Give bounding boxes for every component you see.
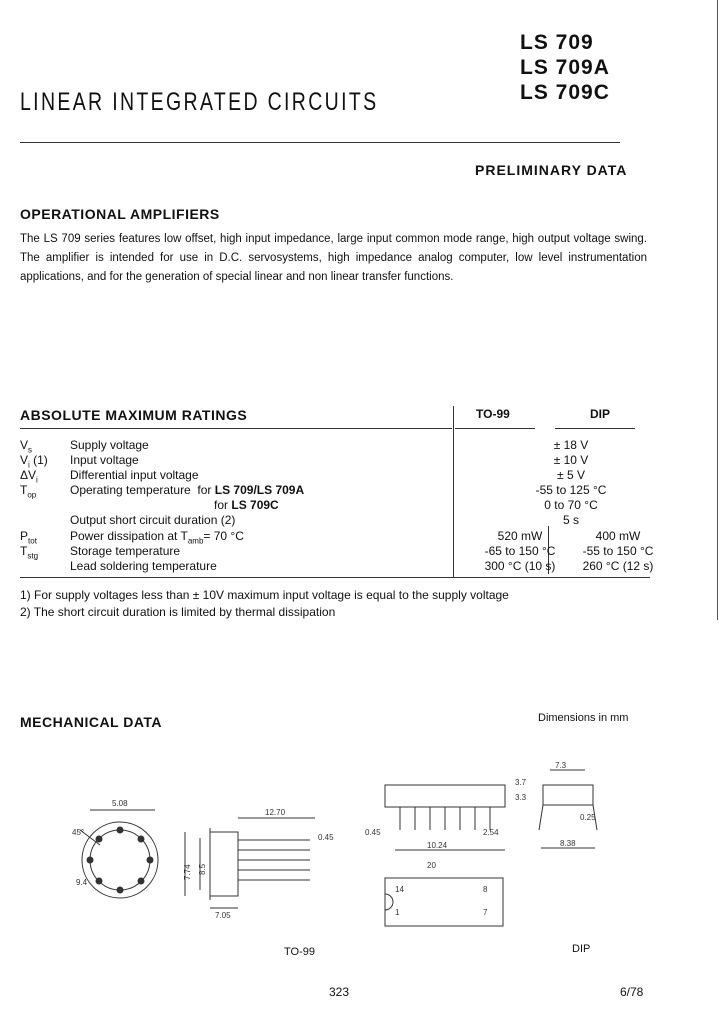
rating-description: Lead soldering temperature: [70, 559, 217, 573]
ratings-col-to99: TO-99: [476, 407, 510, 421]
rating-description: Supply voltage: [70, 438, 149, 452]
dip-dim-body-height: 3.7: [515, 778, 527, 787]
rating-value: 0 to 70 °C: [544, 498, 598, 512]
rating-symbol: $\Delta V_i$: [20, 468, 38, 485]
rating-description: Operating temperature for LS 709/LS 709A: [70, 483, 305, 497]
ratings-bottom-rule: [20, 577, 650, 578]
rating-value-dip: 400 mW: [595, 529, 641, 543]
rating-row: [20, 453, 650, 468]
rating-row: [20, 483, 650, 498]
rating-symbol: $T_{op}$: [20, 483, 37, 500]
rating-value-to99: 520 mW: [497, 529, 543, 543]
footnote-1: 1) For supply voltages less than ± 10V maximum input voltage is equal to the supply voltage: [20, 588, 509, 602]
rating-row: [20, 438, 650, 453]
rating-description: Output short circuit duration (2): [70, 513, 236, 527]
to99-dim-pitch: 5.08: [112, 799, 128, 808]
to99-dim-diameter: 9.4: [76, 878, 88, 887]
dip-pin-8: 8: [483, 885, 488, 894]
rating-value: ± 18 V: [553, 438, 589, 452]
package-label-dip: DIP: [572, 943, 591, 955]
ratings-header-rule: [20, 428, 452, 429]
dip-dim-pitch: 2.54: [483, 828, 499, 837]
rating-row: [20, 559, 654, 574]
rating-value: -55 to 125 °C: [535, 483, 607, 497]
preliminary-label: PRELIMINARY DATA: [475, 162, 628, 178]
mechanical-section-title: MECHANICAL DATA: [20, 714, 163, 730]
dip-pin-1: 1: [395, 908, 400, 917]
part-number-ls709c: LS 709C: [520, 81, 610, 104]
to99-package-drawing: [60, 790, 340, 920]
to99-dim-lead-dia: 0.45: [318, 833, 334, 842]
dip-dim-length: 20: [427, 861, 436, 870]
dip-dim-thickness: 0.25: [580, 813, 596, 822]
rating-row: [20, 544, 654, 561]
dip-dim-lead-width: 0.45: [365, 828, 381, 837]
dip-dim-span: 10.24: [427, 841, 448, 850]
dip-dim-lead: 3.3: [515, 793, 527, 802]
rating-row: [20, 498, 650, 513]
header-divider: [20, 142, 620, 143]
rating-description: Storage temperature: [70, 544, 181, 558]
rating-symbol: $V_i$ (1): [20, 453, 48, 470]
page-code: 6/78: [620, 985, 644, 999]
rating-value-dip: -55 to 150 °C: [582, 544, 654, 558]
ratings-col-rule-to99: [455, 428, 535, 429]
to99-dim-cap: 8.5: [198, 863, 207, 875]
to99-dim-body: 7.74: [183, 864, 192, 880]
series-title: LINEAR INTEGRATED CIRCUITS: [20, 88, 379, 116]
to99-dim-height: 7.05: [215, 911, 231, 920]
rating-symbol: $T_{stg}$: [20, 544, 39, 561]
opamp-section-title: OPERATIONAL AMPLIFIERS: [20, 206, 220, 222]
dip-pin-7: 7: [483, 908, 488, 917]
part-number-ls709: LS 709: [520, 31, 594, 54]
to99-dim-angle: 45°: [72, 828, 85, 837]
dip-side-body: [385, 785, 505, 807]
dip-package-drawing: [365, 760, 625, 940]
part-number-ls709a: LS 709A: [520, 56, 610, 79]
footnote-2: 2) The short circuit duration is limited by thermal dissipation: [20, 605, 336, 619]
rating-value: ± 5 V: [557, 468, 585, 482]
rating-row: [20, 513, 650, 528]
to99-dim-lead-length: 12.70: [265, 808, 286, 817]
rating-value: ± 10 V: [553, 453, 589, 467]
ratings-title: ABSOLUTE MAXIMUM RATINGS: [20, 407, 248, 423]
dimensions-note: Dimensions in mm: [538, 712, 629, 724]
package-label-to99: TO-99: [284, 946, 315, 958]
page-number: 323: [329, 985, 350, 999]
rating-description: for LS 709C: [214, 498, 279, 512]
rating-value-dip: 260 °C (12 s): [582, 559, 654, 573]
rating-row: [20, 468, 650, 483]
ratings-col-rule-dip: [555, 428, 635, 429]
rating-value-to99: 300 °C (10 s): [484, 559, 556, 573]
dip-dim-width: 7.3: [555, 761, 567, 770]
rating-description: Input voltage: [70, 453, 139, 467]
rating-symbol: $V_s$: [20, 438, 33, 455]
ratings-col-dip: DIP: [590, 407, 611, 421]
rating-description: Power dissipation at $T_{amb}= 70$ °C: [70, 529, 244, 546]
rating-value-to99: -65 to 150 °C: [484, 544, 556, 558]
dip-dim-row-spacing: 8.38: [560, 839, 576, 848]
rating-value: 5 s: [562, 513, 579, 527]
opamp-description: The LS 709 series features low offset, high input impedance, large input common mode range, high output voltage swing. The amplifier is intended for use in D.C. servosystems, high impedance analog computer, low level instrumentation applications, and for the generation of special linear and non linear transfer functions.: [20, 233, 647, 283]
rating-symbol: $P_{tot}$: [20, 529, 37, 546]
dip-pin-14: 14: [395, 885, 404, 894]
rating-description: Differential input voltage: [70, 468, 199, 482]
scan-margin-line: [717, 0, 718, 620]
rating-row: [20, 529, 650, 544]
part-numbers: [520, 30, 610, 105]
